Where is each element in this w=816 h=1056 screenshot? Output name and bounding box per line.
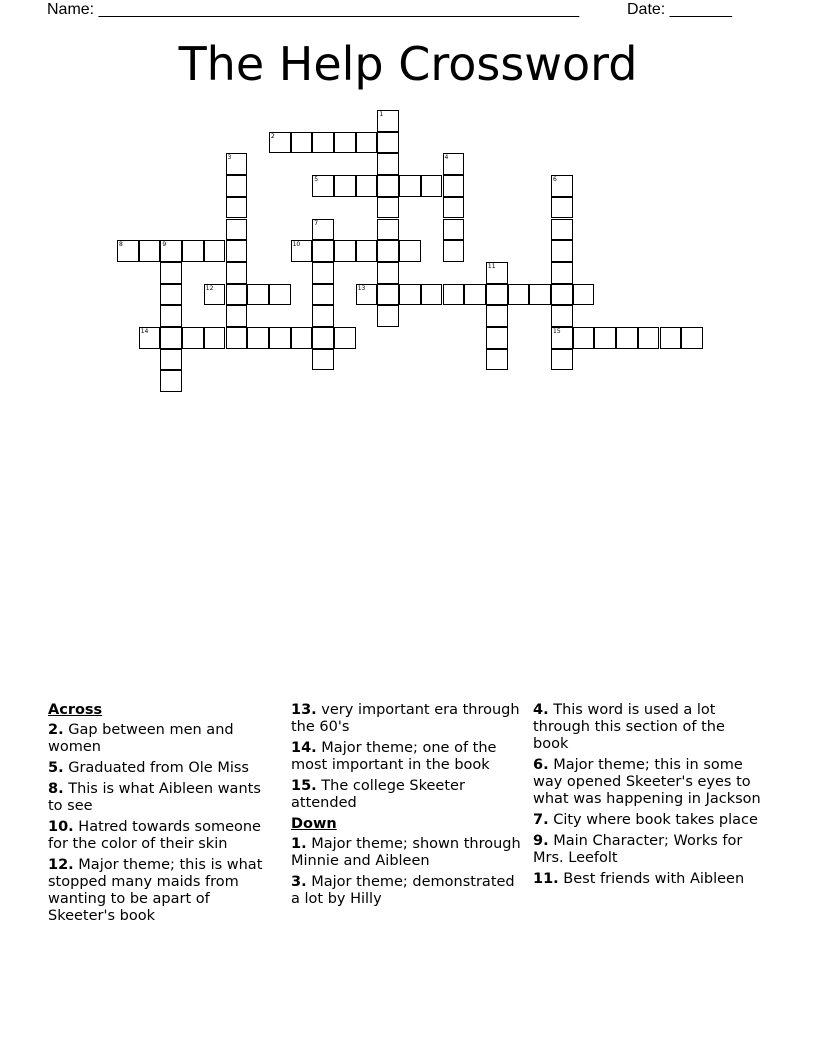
clue-across-12: 12. Major theme; this is what stopped many maids from wanting to be apart of Skeeter's book (48, 857, 263, 924)
crossword-cell[interactable] (247, 327, 269, 349)
name-field-label[interactable]: Name: ______________________________________________________ (47, 1, 580, 18)
crossword-cell[interactable] (551, 175, 573, 197)
crossword-cell[interactable] (551, 197, 573, 219)
crossword-cell[interactable] (226, 305, 248, 327)
crossword-cell[interactable] (616, 327, 638, 349)
crossword-cell[interactable] (226, 284, 248, 306)
date-field-label[interactable]: Date: _______ (627, 1, 732, 18)
cell-number: 11 (487, 262, 496, 270)
crossword-cell[interactable] (312, 262, 334, 284)
crossword-cell[interactable] (204, 284, 226, 306)
crossword-cell[interactable] (160, 284, 182, 306)
crossword-cell[interactable] (443, 219, 465, 241)
crossword-cell[interactable] (160, 305, 182, 327)
crossword-cell[interactable] (377, 197, 399, 219)
clue-down-1: 1. Major theme; shown through Minnie and Aibleen (291, 836, 521, 869)
crossword-grid (117, 110, 717, 410)
crossword-cell[interactable] (160, 262, 182, 284)
clue-column-3 (533, 702, 763, 892)
crossword-cell[interactable] (638, 327, 660, 349)
crossword-cell[interactable] (486, 262, 508, 284)
crossword-cell[interactable] (399, 175, 421, 197)
crossword-cell[interactable] (377, 284, 399, 306)
clue-down-9: 9. Main Character; Works for Mrs. Leefolt (533, 833, 743, 866)
crossword-cell[interactable] (399, 284, 421, 306)
crossword-cell[interactable] (312, 327, 334, 349)
crossword-cell[interactable] (443, 153, 465, 175)
crossword-cell[interactable] (551, 262, 573, 284)
crossword-cell[interactable] (377, 110, 399, 132)
cell-number: 14 (140, 328, 149, 335)
cell-number: 15 (553, 328, 561, 335)
crossword-cell[interactable] (312, 132, 334, 154)
crossword-cell[interactable] (312, 240, 334, 262)
crossword-cell[interactable] (529, 284, 551, 306)
crossword-cell[interactable] (204, 327, 226, 349)
crossword-cell[interactable] (551, 327, 573, 349)
crossword-cell[interactable] (486, 327, 508, 349)
crossword-cell[interactable] (399, 240, 421, 262)
crossword-cell[interactable] (443, 240, 465, 262)
clue-down-3: 3. Major theme; demonstrated a lot by Hilly (291, 874, 515, 907)
clue-across-8: 8. This is what Aibleen wants to see (48, 781, 261, 814)
crossword-cell[interactable] (356, 284, 378, 306)
crossword-cell[interactable] (594, 327, 616, 349)
crossword-cell[interactable] (508, 284, 530, 306)
clue-across-14: 14. Major theme; one of the most important in the book (291, 740, 497, 773)
crossword-cell[interactable] (443, 175, 465, 197)
header (47, 0, 747, 20)
clue-down-6: 6. Major theme; this in some way opened Skeeter's eyes to what was happening in Jackson (533, 757, 761, 807)
crossword-cell[interactable] (334, 327, 356, 349)
crossword-cell[interactable] (226, 240, 248, 262)
cell-number: 8 (119, 241, 123, 249)
crossword-cell[interactable] (377, 153, 399, 175)
crossword-cell[interactable] (551, 305, 573, 327)
crossword-cell[interactable] (464, 284, 486, 306)
crossword-cell[interactable] (139, 240, 161, 262)
crossword-cell[interactable] (291, 132, 313, 154)
crossword-cell[interactable] (160, 327, 182, 349)
crossword-cell[interactable] (486, 305, 508, 327)
cell-number: 6 (553, 176, 557, 184)
crossword-cell[interactable] (312, 219, 334, 241)
cell-number: 2 (270, 132, 275, 140)
crossword-cell[interactable] (334, 240, 356, 262)
crossword-cell[interactable] (486, 284, 508, 306)
crossword-cell[interactable] (443, 197, 465, 219)
crossword-cell[interactable] (377, 132, 399, 154)
cell-number: 5 (314, 176, 319, 184)
clue-across-15: 15. The college Skeeter attended (291, 778, 465, 811)
crossword-cell[interactable] (312, 305, 334, 327)
page-title: The Help Crossword (178, 37, 638, 91)
cell-number: 12 (205, 284, 214, 292)
crossword-cell[interactable] (421, 284, 443, 306)
cell-number: 9 (162, 241, 167, 249)
crossword-cell[interactable] (551, 240, 573, 262)
clue-across-13: 13. very important era through the 60's (291, 702, 520, 735)
crossword-cell[interactable] (160, 349, 182, 371)
crossword-cell[interactable] (377, 262, 399, 284)
clue-column-1 (48, 702, 278, 929)
crossword-cell[interactable] (226, 327, 248, 349)
crossword-cell[interactable] (486, 349, 508, 371)
crossword-cell[interactable] (312, 349, 334, 371)
cell-number: 7 (314, 219, 319, 227)
crossword-cell[interactable] (551, 219, 573, 241)
crossword-cell[interactable] (226, 262, 248, 284)
crossword-cell[interactable] (269, 132, 291, 154)
crossword-cell[interactable] (377, 240, 399, 262)
crossword-cell[interactable] (551, 349, 573, 371)
clue-down-7: 7. City where book takes place (533, 812, 758, 828)
crossword-cell[interactable] (269, 327, 291, 349)
crossword-cell[interactable] (269, 284, 291, 306)
clue-across-2: 2. Gap between men and women (48, 722, 234, 755)
crossword-cell[interactable] (334, 132, 356, 154)
crossword-cell[interactable] (291, 327, 313, 349)
crossword-cell[interactable] (377, 175, 399, 197)
crossword-cell[interactable] (356, 175, 378, 197)
crossword-cell[interactable] (356, 240, 378, 262)
cell-number: 13 (357, 284, 366, 292)
crossword-cell[interactable] (334, 175, 356, 197)
clue-across-10: 10. Hatred towards someone for the color of their skin (48, 819, 261, 852)
crossword-cell[interactable] (226, 197, 248, 219)
crossword-cell[interactable] (377, 219, 399, 241)
crossword-cell[interactable] (312, 284, 334, 306)
crossword-cell[interactable] (247, 284, 269, 306)
cell-number: 4 (444, 154, 449, 162)
crossword-cell[interactable] (291, 240, 313, 262)
cell-number: 10 (292, 241, 301, 249)
crossword-cell[interactable] (117, 240, 139, 262)
crossword-cell[interactable] (312, 175, 334, 197)
crossword-cell[interactable] (573, 284, 595, 306)
crossword-cell[interactable] (421, 175, 443, 197)
across-heading: Across (48, 702, 103, 718)
crossword-cell[interactable] (139, 327, 161, 349)
crossword-cell[interactable] (356, 132, 378, 154)
crossword-cell[interactable] (681, 327, 703, 349)
crossword-cell[interactable] (443, 284, 465, 306)
clue-column-2 (291, 702, 521, 912)
clue-across-5: 5. Graduated from Ole Miss (48, 760, 249, 776)
crossword-cell[interactable] (660, 327, 682, 349)
cell-number: 3 (227, 154, 232, 162)
clue-down-11: 11. Best friends with Aibleen (533, 871, 745, 887)
cell-number: 1 (379, 111, 384, 118)
crossword-cell[interactable] (182, 327, 204, 349)
crossword-cell[interactable] (573, 327, 595, 349)
crossword-cell[interactable] (160, 240, 182, 262)
crossword-cell[interactable] (377, 305, 399, 327)
crossword-cell[interactable] (226, 219, 248, 241)
crossword-cell[interactable] (226, 175, 248, 197)
down-heading: Down (291, 816, 337, 832)
crossword-cell[interactable] (226, 153, 248, 175)
crossword-cell[interactable] (160, 370, 182, 392)
crossword-cell[interactable] (551, 284, 573, 306)
clue-down-4: 4. This word is used a lot through this section of the book (533, 702, 725, 752)
crossword-cell[interactable] (204, 240, 226, 262)
crossword-cell[interactable] (182, 240, 204, 262)
